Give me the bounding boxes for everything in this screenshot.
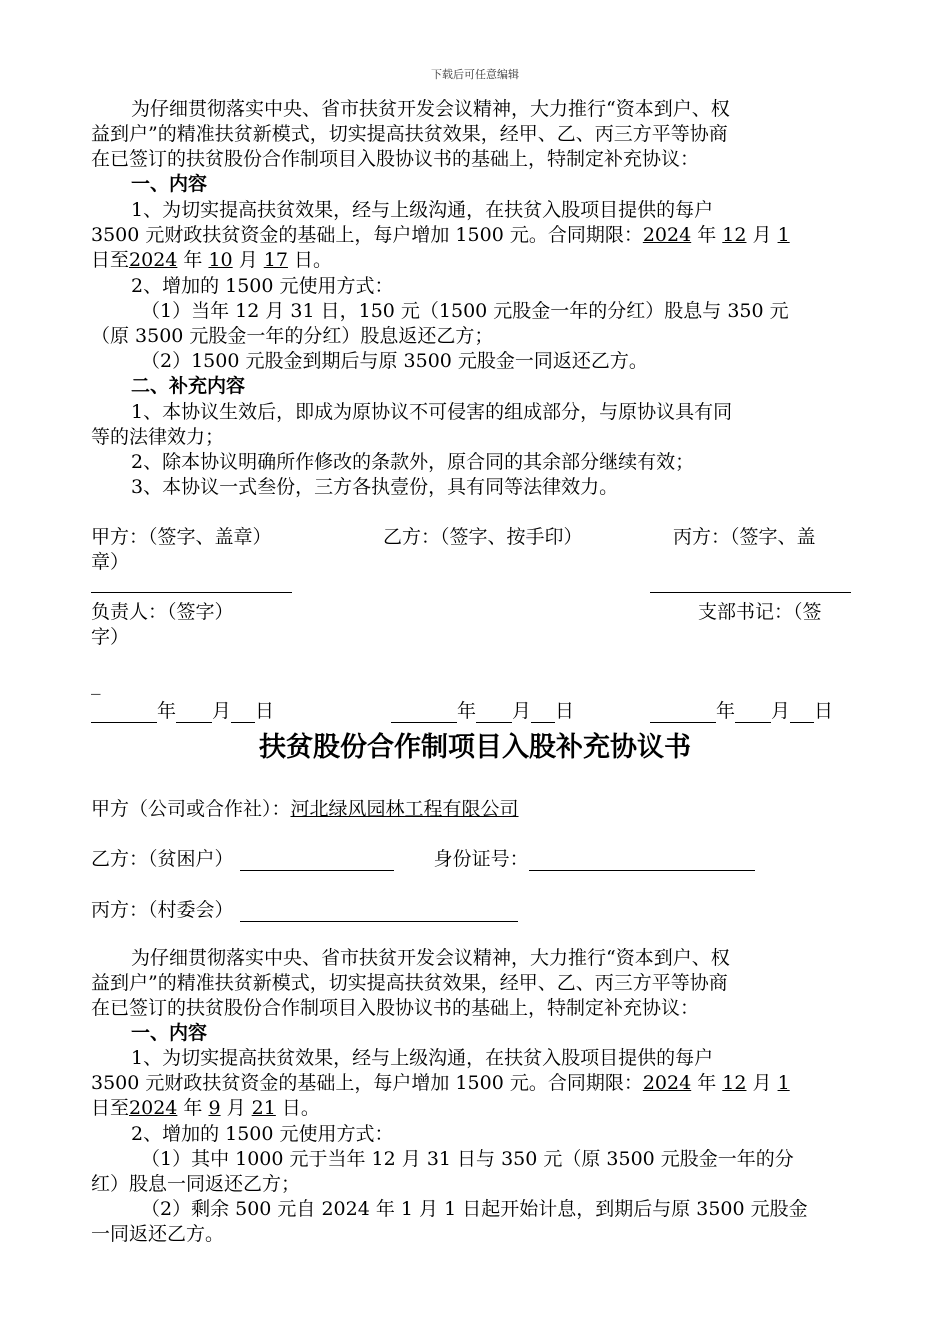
day-label: 日 xyxy=(814,700,834,722)
sign-party-c-line-1: 丙方：（签字、盖 xyxy=(673,526,816,548)
month-suffix: 月 xyxy=(746,224,778,246)
item2-2-2-line-1: （2）剩余 500 元自 2024 年 1 月 1 日起开始计息，到期后与原 3500 元股金 xyxy=(141,1198,808,1220)
day-suffix: 日。 xyxy=(287,249,332,271)
end-day: 21 xyxy=(251,1097,276,1119)
party-a-value: 河北绿风园林工程有限公司 xyxy=(290,798,519,820)
intro-line-2: 益到户”的精准扶贫新模式，切实提高扶贫效果，经甲、乙、丙三方平等协商 xyxy=(91,123,728,145)
responsible-label: 负责人：（签字） xyxy=(91,601,234,623)
intro2-line-2: 益到户”的精准扶贫新模式，切实提高扶贫效果，经甲、乙、丙三方平等协商 xyxy=(91,972,728,994)
day-blank[interactable] xyxy=(231,704,255,723)
party-b-blank[interactable] xyxy=(240,852,394,871)
party-a-label: 甲方（公司或合作社）： xyxy=(91,798,291,820)
month-blank[interactable] xyxy=(735,704,771,723)
end-year: 2024 xyxy=(129,249,178,271)
sign-party-a: 甲方：（签字、盖章） xyxy=(91,526,272,548)
party-b-row xyxy=(91,847,755,871)
id-number-blank[interactable] xyxy=(529,852,755,871)
year-suffix: 年 xyxy=(177,249,209,271)
party-b-label: 乙方：（贫困户） xyxy=(91,848,234,870)
start-month: 12 xyxy=(722,224,747,246)
item2-1-line-2 xyxy=(91,1071,861,1095)
month-label: 月 xyxy=(512,700,532,722)
intro2-line-1: 为仔细贯彻落实中央、省市扶贫开发会议精神，大力推行“资本到户、权 xyxy=(131,947,730,969)
item2-2-2-line-2: 一同返还乙方。 xyxy=(91,1223,225,1245)
date-to: 日至 xyxy=(91,1097,130,1119)
start-year: 2024 xyxy=(642,224,692,246)
year-label: 年 xyxy=(716,700,736,722)
month-label: 月 xyxy=(771,700,791,722)
month-suffix: 月 xyxy=(232,249,264,271)
start-month: 12 xyxy=(722,1072,747,1094)
start-year: 2024 xyxy=(642,1072,692,1094)
end-day: 17 xyxy=(263,249,288,271)
item-2: 2、增加的 1500 元使用方式： xyxy=(131,275,394,297)
id-number-label: 身份证号： xyxy=(433,848,529,870)
stray-mark: _ xyxy=(91,673,101,695)
start-day: 1 xyxy=(777,1072,790,1094)
month-label: 月 xyxy=(212,700,232,722)
start-day: 1 xyxy=(777,224,790,246)
end-month: 10 xyxy=(208,249,233,271)
day-suffix: 日。 xyxy=(275,1097,320,1119)
party-c-label: 丙方：（村委会） xyxy=(91,899,234,921)
item-1-line-1: 1、为切实提高扶贫效果，经与上级沟通，在扶贫入股项目提供的每户 xyxy=(131,199,714,221)
day-label: 日 xyxy=(255,700,275,722)
item-1-text: 3500 元财政扶贫资金的基础上，每户增加 1500 元。合同期限： xyxy=(91,1072,643,1094)
date-b xyxy=(391,699,574,723)
month-suffix: 月 xyxy=(220,1097,252,1119)
day-blank[interactable] xyxy=(531,704,555,723)
item2-2: 2、增加的 1500 元使用方式： xyxy=(131,1123,394,1145)
signature-line-c xyxy=(650,592,851,593)
end-month: 9 xyxy=(208,1097,221,1119)
sign-party-c-line-2: 章） xyxy=(91,551,130,573)
document-title: 扶贫股份合作制项目入股补充协议书 xyxy=(259,732,691,763)
date-to: 日至 xyxy=(91,249,130,271)
item-1-text: 3500 元财政扶贫资金的基础上，每户增加 1500 元。合同期限： xyxy=(91,224,643,246)
supp-1-line-2: 等的法律效力； xyxy=(91,426,225,448)
intro-line-3: 在已签订的扶贫股份合作制项目入股协议书的基础上，特制定补充协议： xyxy=(91,148,700,170)
year-label: 年 xyxy=(457,700,477,722)
section2-1-title: 一、内容 xyxy=(131,1022,208,1044)
year-suffix: 年 xyxy=(691,1072,723,1094)
party-c-row xyxy=(91,898,518,922)
year-blank[interactable] xyxy=(650,704,716,723)
supp-3: 3、本协议一式叁份，三方各执壹份，具有同等法律效力。 xyxy=(131,476,619,498)
section-1-title: 一、内容 xyxy=(131,173,208,195)
month-suffix: 月 xyxy=(746,1072,778,1094)
year-label: 年 xyxy=(157,700,177,722)
section-2-title: 二、补充内容 xyxy=(131,375,246,397)
intro-line-1: 为仔细贯彻落实中央、省市扶贫开发会议精神，大力推行“资本到户、权 xyxy=(131,98,730,120)
item-1-line-3 xyxy=(91,248,861,272)
supp-2: 2、除本协议明确所作修改的条款外，原合同的其余部分继续有效； xyxy=(131,451,695,473)
month-blank[interactable] xyxy=(476,704,512,723)
intro2-line-3: 在已签订的扶贫股份合作制项目入股协议书的基础上，特制定补充协议： xyxy=(91,997,700,1019)
date-c xyxy=(650,699,833,723)
year-suffix: 年 xyxy=(177,1097,209,1119)
year-blank[interactable] xyxy=(391,704,457,723)
signature-line-a xyxy=(91,592,292,593)
item-1-line-2 xyxy=(91,223,861,247)
end-year: 2024 xyxy=(129,1097,178,1119)
year-suffix: 年 xyxy=(691,224,723,246)
date-a xyxy=(91,699,274,723)
year-blank[interactable] xyxy=(91,704,157,723)
party-a-row xyxy=(91,797,519,821)
day-blank[interactable] xyxy=(790,704,814,723)
day-label: 日 xyxy=(555,700,575,722)
supp-1-line-1: 1、本协议生效后，即成为原协议不可侵害的组成部分，与原协议具有同 xyxy=(131,401,733,423)
secretary-line-1: 支部书记：（签 xyxy=(698,601,822,623)
item-2-1-line-1: （1）当年 12 月 31 日，150 元（1500 元股金一年的分红）股息与 350 元 xyxy=(141,300,789,322)
month-blank[interactable] xyxy=(176,704,212,723)
header-note: 下载后可任意编辑 xyxy=(431,68,519,81)
item2-1-line-1: 1、为切实提高扶贫效果，经与上级沟通，在扶贫入股项目提供的每户 xyxy=(131,1047,714,1069)
item-2-1-line-2: （原 3500 元股金一年的分红）股息返还乙方； xyxy=(91,325,494,347)
item2-1-line-3 xyxy=(91,1096,861,1120)
sign-party-b: 乙方：（签字、按手印） xyxy=(383,526,583,548)
party-c-blank[interactable] xyxy=(240,903,518,922)
item2-2-1-line-2: 红）股息一同返还乙方； xyxy=(91,1173,301,1195)
secretary-line-2: 字） xyxy=(91,626,130,648)
item2-2-1-line-1: （1）其中 1000 元于当年 12 月 31 日与 350 元（原 3500 元股金一年的分 xyxy=(141,1148,794,1170)
item-2-2: （2）1500 元股金到期后与原 3500 元股金一同返还乙方。 xyxy=(141,350,648,372)
